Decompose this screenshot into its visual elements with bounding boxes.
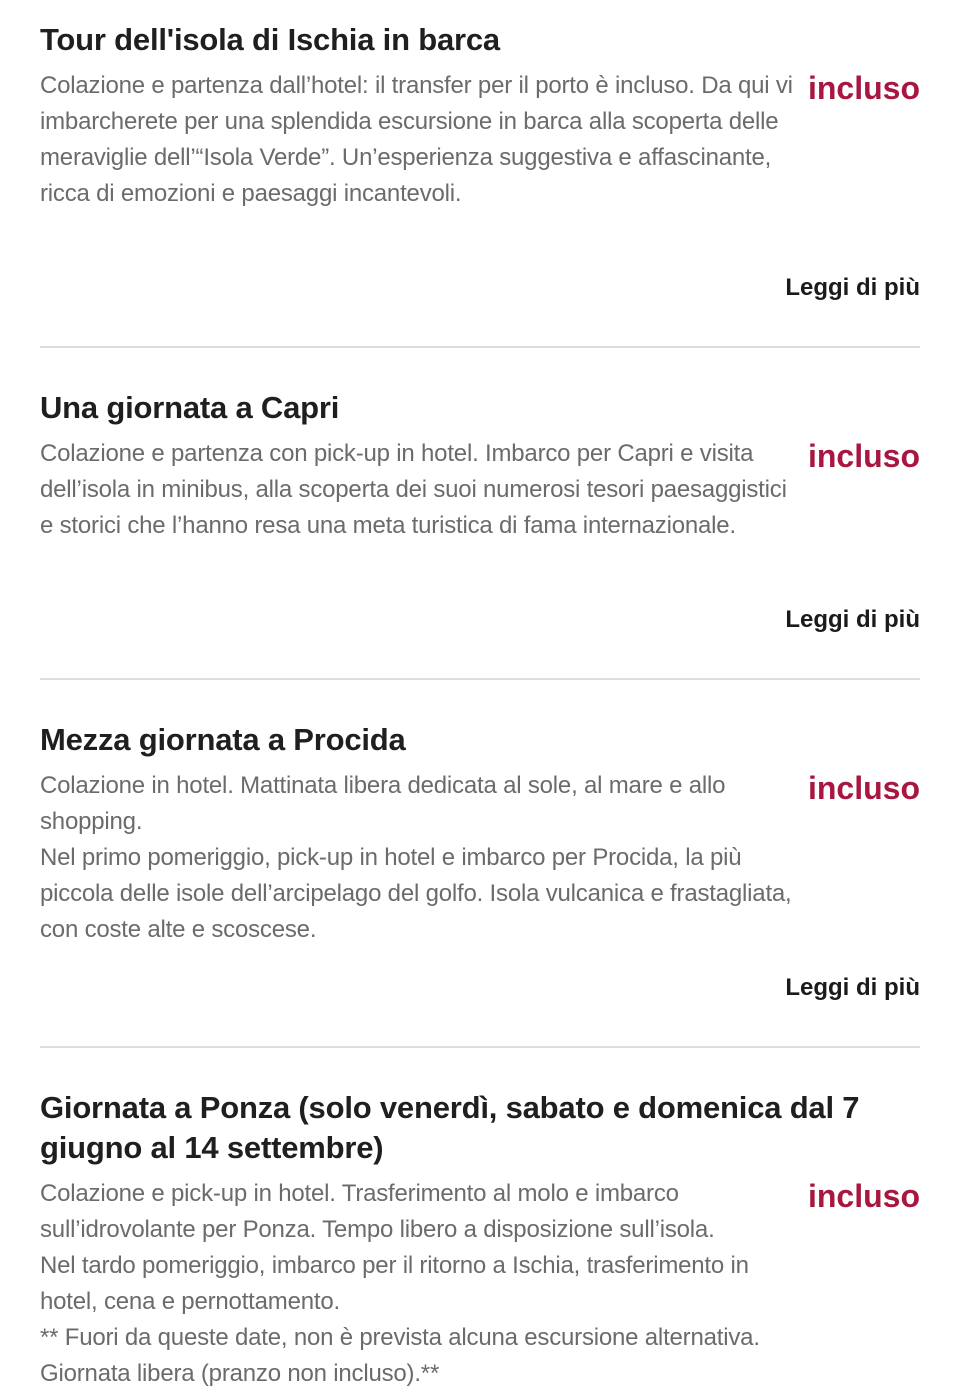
excursion-item	[40, 1088, 920, 1392]
excursion-title: Mezza giornata a Procida	[40, 722, 406, 757]
description-paragraph: Colazione e pick-up in hotel. Trasferimento al molo e imbarco sull’idrovolante per Ponza. Tempo libero a disposizione sull’isola.	[40, 1180, 715, 1243]
price-label: incluso	[807, 1178, 920, 1214]
excursion-item	[40, 720, 920, 1001]
divider	[40, 678, 920, 680]
excursion-body	[40, 1176, 920, 1392]
price-label: incluso	[807, 770, 920, 806]
excursion-description	[40, 68, 805, 212]
excursion-title: Una giornata a Capri	[40, 390, 340, 425]
excursion-body	[40, 68, 920, 212]
price-label: incluso	[807, 70, 920, 106]
read-more-link[interactable]: Leggi di più	[785, 274, 920, 301]
excursion-item	[40, 20, 920, 301]
excursion-body	[40, 436, 920, 544]
excursion-title: Tour dell'isola di Ischia in barca	[40, 22, 500, 57]
excursion-item	[40, 388, 920, 633]
description-paragraph: Nel tardo pomeriggio, imbarco per il ritorno a Ischia, trasferimento in hotel, cena e pernottamento.	[40, 1252, 749, 1315]
excursion-description	[40, 768, 805, 948]
description-paragraph: Colazione e partenza con pick-up in hotel. Imbarco per Capri e visita dell’isola in minibus, alla scoperta dei suoi numerosi tesori paesaggistici e storici che l’hanno resa una meta turistica di fama internazionale.	[40, 440, 787, 539]
price-label: incluso	[807, 438, 920, 474]
excursion-description	[40, 436, 805, 544]
description-paragraph: ** Fuori da queste date, non è prevista alcuna escursione alternativa. Giornata libera (pranzo non incluso).**	[40, 1324, 760, 1387]
excursion-title: Giornata a Ponza (solo venerdì, sabato e domenica dal 7 giugno al 14 settembre)	[40, 1090, 860, 1165]
excursion-body	[40, 768, 920, 948]
divider	[40, 1046, 920, 1048]
description-paragraph: Colazione e partenza dall’hotel: il transfer per il porto è incluso. Da qui vi imbarcherete per una splendida escursione in barca alla scoperta delle meraviglie dell’“Isola Verde”. Un’esperienza suggestiva e affascinante, ricca di emozioni e paesaggi incantevoli.	[40, 72, 793, 207]
description-paragraph: Nel primo pomeriggio, pick-up in hotel e imbarco per Procida, la più piccola delle isole dell’arcipelago del golfo. Isola vulcanica e frastagliata, con coste alte e scoscese.	[40, 844, 792, 943]
excursion-description	[40, 1176, 805, 1392]
read-more-link[interactable]: Leggi di più	[785, 974, 920, 1001]
divider	[40, 346, 920, 348]
description-paragraph: Colazione in hotel. Mattinata libera dedicata al sole, al mare e allo shopping.	[40, 772, 726, 835]
read-more-link[interactable]: Leggi di più	[785, 606, 920, 633]
